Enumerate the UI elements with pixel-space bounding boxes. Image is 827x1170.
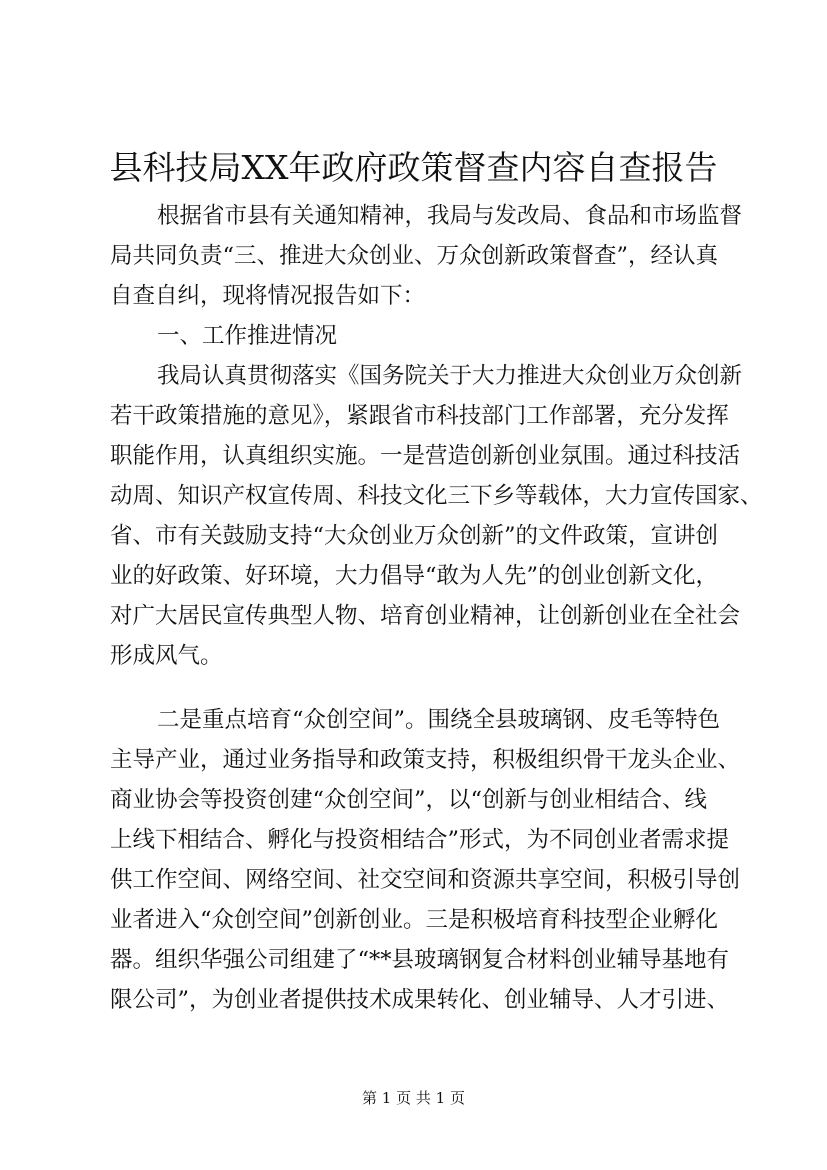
- document-title: 县科技局XX年政府政策督查内容自查报告: [109, 148, 718, 187]
- paragraph-line: 省、市有关鼓励支持“大众创业万众创新”的文件政策，宣讲创: [110, 523, 719, 549]
- paragraph-line: 对广大居民宣传典型人物、培育创业精神，让创新创业在全社会: [110, 603, 741, 629]
- paragraph-line: 根据省市县有关通知精神，我局与发改局、食品和市场监督: [157, 203, 743, 229]
- paragraph-line: 动周、知识产权宣传周、科技文化三下乡等载体，大力宣传国家、: [110, 483, 763, 509]
- paragraph-line: 若干政策措施的意见》，紧跟省市科技部门工作部署，充分发挥: [110, 403, 729, 429]
- paragraph-line: 上线下相结合、孵化与投资相结合”形式，为不同创业者需求提: [110, 827, 730, 853]
- paragraph-line: 职能作用，认真组织实施。一是营造创新创业氛围。通过科技活: [110, 443, 741, 469]
- paragraph-gap: [110, 676, 750, 700]
- paragraph-line: 业的好政策、好环境，大力倡导“敢为人先”的创业创新文化，: [110, 563, 719, 589]
- paragraph-line: 业者进入“众创空间”创新创业。三是积极培育科技型企业孵化: [110, 907, 719, 933]
- paragraph-line: 限公司”，为创业者提供技术成果转化、创业辅导、人才引进、: [110, 987, 730, 1013]
- paragraph-line: 局共同负责“三、推进大众创业、万众创新政策督查”，经认真: [110, 243, 719, 269]
- paragraph-line: 商业协会等投资创建“众创空间”，以“创新与创业相结合、线: [110, 787, 708, 813]
- paragraph-line: 供工作空间、网络空间、社交空间和资源共享空间，积极引导创: [110, 867, 741, 893]
- paragraph-line: 主导产业，通过业务指导和政策支持，积极组织骨干龙头企业、: [110, 747, 741, 773]
- document-body: [110, 196, 763, 1020]
- paragraph-line: 形成风气。: [110, 643, 223, 669]
- page-number-footer: 第 1 页 共 1 页: [362, 1089, 465, 1107]
- section-heading: 一、工作推进情况: [157, 323, 338, 349]
- paragraph-line: 自查自纠，现将情况报告如下：: [110, 283, 426, 309]
- paragraph-line: 我局认真贯彻落实《国务院关于大力推进大众创业万众创新: [157, 363, 743, 389]
- paragraph-line: 二是重点培育“众创空间”。围绕全县玻璃钢、皮毛等特色: [157, 707, 721, 733]
- paragraph-line: 器。组织华强公司组建了“**县玻璃钢复合材料创业辅导基地有: [110, 947, 730, 973]
